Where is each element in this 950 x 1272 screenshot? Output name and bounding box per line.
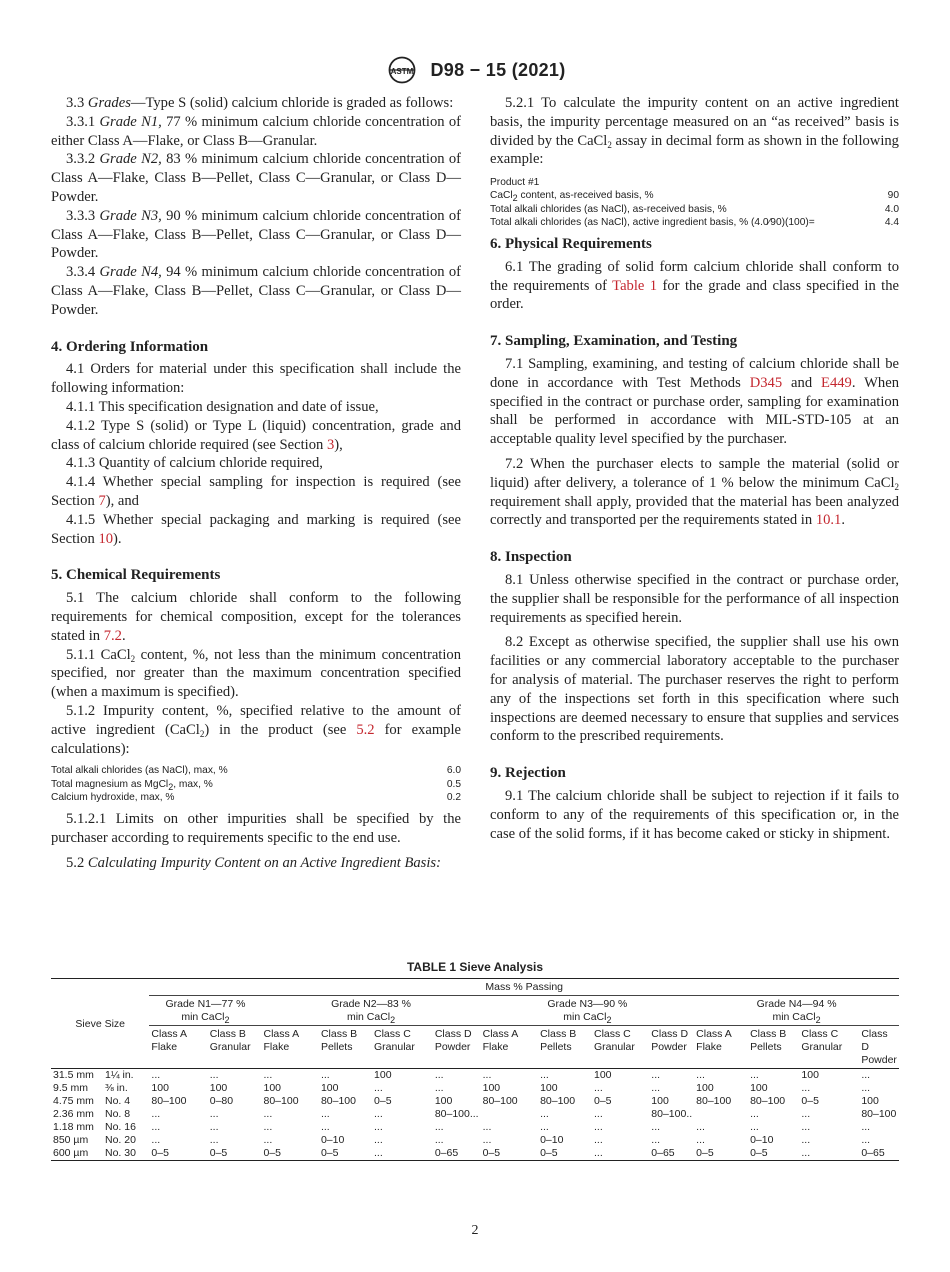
section-3-link[interactable]: 3 (326, 436, 335, 453)
class-header-row (51, 1026, 899, 1069)
section-5-1-2: 5.1.2 Impurity content, %, specified relative to the amount of active ingredient (CaCl$_2$) in the product (see 5.2 for example calculations): (51, 702, 461, 757)
table-cell: 0–10 (750, 1134, 774, 1146)
table-cell: ... (594, 1134, 603, 1146)
list-item: Total alkali chlorides (as NaCl), max, % 6.0 (51, 765, 461, 777)
table-cell: ... (434, 1134, 444, 1146)
class-header: Class A Flake (696, 1028, 732, 1053)
table-cell: ... (263, 1121, 273, 1133)
mass-passing-header: Mass % Passing (149, 979, 899, 996)
sieve-analysis-table (51, 978, 899, 1161)
list-item: CaCl$_2$ content, as-received basis, % 90 (490, 190, 899, 204)
table-cell: 100 (750, 1082, 768, 1094)
table-cell: ... (209, 1134, 219, 1146)
table-cell: ... (374, 1082, 383, 1094)
table-cell: 100 (374, 1069, 392, 1081)
table-cell: ... (209, 1108, 219, 1120)
table-cell: 80–100 (861, 1108, 897, 1120)
table-cell: ... (594, 1108, 603, 1120)
section-5-1-1: 5.1.1 CaCl$_2$ content, %, not less than the minimum concentration specified, nor greater than the maximum concentration specified (when a maximum is specified). (51, 646, 462, 701)
table-cell: ... (651, 1082, 661, 1094)
sieve-size-cell: 9.5 mm ⅜ in. (53, 1082, 128, 1094)
class-header: Class D Powder (434, 1028, 472, 1053)
section-4-1-5: 4.1.5 Whether special packaging and marking is required (see Section 10). (51, 511, 461, 547)
table-row (51, 1082, 899, 1095)
table-row (51, 1095, 899, 1108)
table-cell: 0–5 (750, 1147, 768, 1159)
table-cell: 0–5 (482, 1147, 501, 1159)
table-cell: ... (651, 1069, 661, 1081)
grade-n4-header: Grade N4—94 % min CaCl$_2$ (694, 996, 899, 1026)
table-cell: ... (482, 1134, 492, 1146)
table-cell: 100 (861, 1095, 879, 1107)
list-item: Total magnesium as MgCl$_2$, max, % 0.5 (51, 778, 461, 792)
table-cell: 80–100 (482, 1095, 518, 1107)
table-cell: ... (861, 1134, 871, 1146)
table-cell: 0–5 (540, 1147, 558, 1159)
table-cell: ... (374, 1147, 383, 1159)
sieve-size-cell: 4.75 mm No. 4 (53, 1095, 131, 1107)
table-cell: 80–100 (696, 1095, 732, 1107)
table-cell: 80–100 (320, 1095, 356, 1107)
table-cell: 0–65 (651, 1147, 675, 1159)
table-cell: ... (861, 1121, 871, 1133)
e449-link[interactable]: E449 (821, 374, 852, 391)
section-3-3-1: 3.3.1 Grade N1, 77 % minimum calcium chloride concentration of either Class A—Flake, or Class B—Granular. (51, 113, 461, 149)
d345-link[interactable]: D345 (749, 374, 783, 391)
section-3-3-3: 3.3.3 Grade N3, 90 % minimum calcium chloride concentration of Class A—Flake, Class B—Pellet, Class C—Granular, or Class D—Powder. (51, 207, 461, 262)
heading-physical-requirements: 6. Physical Requirements (490, 236, 652, 252)
section-4-1-4: 4.1.4 Whether special sampling for inspection is required (see Section 7), and (51, 474, 461, 509)
section-10-1-link[interactable]: 10.1 (815, 512, 842, 529)
table-cell: ... (482, 1121, 492, 1133)
list-item: Total alkali chlorides (as NaCl), active ingredient basis, % (4.0⁄90)(100)= 4.4 (490, 216, 899, 228)
sieve-size-cell: 2.36 mm No. 8 (53, 1108, 131, 1120)
sieve-size-cell: 600 µm No. 30 (53, 1147, 136, 1159)
class-header: Class A Flake (482, 1028, 519, 1053)
table-cell: ... (861, 1069, 871, 1081)
section-4-1-3: 4.1.3 Quantity of calcium chloride required, (66, 455, 323, 472)
section-8-1: 8.1 Unless otherwise specified in the contract or purchase order, the supplier shall be responsible for the performance of all inspection requirements as specified herein. (490, 571, 899, 626)
table-cell: ... (540, 1108, 549, 1120)
table-cell: 100 (320, 1082, 339, 1094)
table-cell: ... (594, 1082, 603, 1094)
table-cell: 100 (594, 1069, 612, 1081)
table-cell: 100 (651, 1095, 669, 1107)
table-cell: ... (801, 1147, 811, 1159)
section-4-1: 4.1 Orders for material under this specification shall include the following information: (51, 361, 461, 397)
table-cell: ... (151, 1069, 161, 1081)
table-cell: 0–5 (801, 1095, 819, 1107)
class-header: Class D Powder (861, 1028, 897, 1066)
heading-rejection: 9. Rejection (490, 765, 566, 782)
table-cell: ... (696, 1069, 705, 1081)
table-cell: ... (434, 1082, 444, 1094)
class-header: Class C Granular (594, 1028, 635, 1053)
class-header: Class B Pellets (540, 1028, 577, 1053)
table-cell: ... (801, 1082, 811, 1094)
section-8-2: 8.2 Except as otherwise specified, the supplier shall use his own facilities or any commercial laboratory acceptable to the purchaser for analysis of material. The purchaser reserves the right to perform any of the inspections set forth in this specification where such inspections are deemed necessary to ensure that supplies and services conform to the prescribed requirements. (490, 634, 899, 745)
table-cell: 80–100.. (651, 1108, 693, 1120)
table-cell: 0–5 (209, 1147, 228, 1159)
sieve-size-cell: 1.18 mm No. 16 (53, 1121, 136, 1133)
heading-sampling: 7. Sampling, Examination, and Testing (490, 333, 738, 350)
product-title: Product #1 (490, 177, 540, 189)
section-9-1: 9.1 The calcium chloride shall be subject to rejection if it fails to conform to any of the requirements of this specification or, in the case of the solid forms, if it has become caked or sticky in shipment. (490, 787, 899, 842)
table-row (51, 1121, 899, 1134)
table-cell: 0–5 (320, 1147, 339, 1159)
grade-n2-header: Grade N2—83 % min CaCl$_2$ (262, 996, 481, 1026)
table-cell: 100 (434, 1095, 453, 1107)
table-cell: ... (801, 1108, 811, 1120)
section-3-3-4: 3.3.4 Grade N4, 94 % minimum calcium chloride concentration of Class A—Flake, Class B—Pellet, Class C—Granular, or Class D—Powder. (51, 264, 461, 318)
table-title: TABLE 1 Sieve Analysis (406, 960, 544, 974)
table-cell: 100 (151, 1082, 169, 1094)
table-cell: ... (374, 1134, 383, 1146)
table-cell: ... (374, 1108, 383, 1120)
table-cell: ... (750, 1069, 759, 1081)
table-row (51, 1134, 899, 1147)
table-cell: 0–10 (540, 1134, 564, 1146)
table-cell: 80–100 (151, 1095, 187, 1107)
right-column (490, 94, 899, 843)
heading-chemical-requirements: 5. Chemical Requirements (51, 567, 221, 584)
table-cell: ... (320, 1069, 330, 1081)
heading-inspection: 8. Inspection (490, 549, 572, 566)
sieve-size-cell: 850 µm No. 20 (53, 1134, 136, 1146)
product-example (490, 176, 899, 229)
table-cell: ... (540, 1121, 549, 1133)
table-cell: ... (434, 1121, 444, 1133)
class-header: Class B Pellets (320, 1028, 358, 1053)
table-1-link[interactable]: Table 1 (612, 277, 658, 294)
table-cell: 0–5 (696, 1147, 714, 1159)
table-cell: ... (651, 1134, 661, 1146)
section-10-link[interactable]: 10 (98, 530, 114, 547)
table-cell: 100 (482, 1082, 501, 1094)
table-cell: ... (209, 1121, 219, 1133)
astm-logo-icon (384, 55, 420, 85)
section-4-1-2: 4.1.2 Type S (solid) or Type L (liquid) concentration, grade and class of calcium chloride required (see Section 3), (51, 417, 461, 453)
table-row (51, 1147, 899, 1161)
table-cell: 80–100... (434, 1108, 479, 1120)
table-cell: ... (263, 1069, 273, 1081)
table-cell: 0–5 (263, 1147, 282, 1159)
table-cell: ... (151, 1134, 161, 1146)
class-header: Class D Powder (651, 1028, 689, 1053)
svg-text:ASTM: ASTM (391, 67, 414, 76)
list-item: Total alkali chlorides (as NaCl), as-received basis, % 4.0 (490, 203, 899, 215)
grade-n3-header: Grade N3—90 % min CaCl$_2$ (481, 996, 695, 1026)
table-cell: ... (482, 1069, 492, 1081)
grade-n1-header: Grade N1—77 % min CaCl$_2$ (149, 996, 261, 1026)
table-cell: 100 (696, 1082, 714, 1094)
table-cell: ... (861, 1082, 871, 1094)
table-cell: 80–100 (263, 1095, 299, 1107)
table-cell: ... (651, 1121, 661, 1133)
table-cell: ... (750, 1121, 759, 1133)
table-cell: 0–65 (861, 1147, 885, 1159)
page-number: 2 (471, 1223, 479, 1238)
list-item: Calcium hydroxide, max, % 0.2 (51, 791, 461, 803)
class-header: Class C Granular (374, 1028, 415, 1053)
section-7-2: 7.2 When the purchaser elects to sample the material (solid or liquid) after delivery, a tolerance of 1 % below the minimum CaCl$_2$ requirement shall apply, provided that the material has been analyzed correctly and transported per the requirements stated in 10.1. (490, 455, 899, 529)
class-header: Class A Flake (151, 1028, 188, 1053)
table-cell: 100 (209, 1082, 228, 1094)
table-cell: ... (320, 1108, 330, 1120)
sieve-size-header: Sieve Size (51, 979, 149, 1069)
section-7-1: 7.1 Sampling, examining, and testing of calcium chloride shall be done in accordance with Test Methods D345 and E449. When specified in the contract or purchase order, sampling for examination shall be performed in accordance with MIL-STD-105 at an acceptable quality level specified by the purchaser. (490, 355, 899, 448)
class-header: Class C Granular (801, 1028, 843, 1053)
table-cell: ... (750, 1108, 759, 1120)
table-cell: ... (263, 1134, 273, 1146)
page-header (0, 55, 950, 85)
table-cell: ... (540, 1069, 549, 1081)
sieve-size-cell: 31.5 mm 1¼ in. (53, 1069, 134, 1081)
table-cell: ... (151, 1108, 161, 1120)
section-5-2-1: 5.2.1 To calculate the impurity content on an active ingredient basis, the impurity percentage measured on an “as received” basis is divided by the CaCl$_2$ assay in decimal form as shown in the following example: (490, 95, 899, 168)
section-5-1-2-1: 5.1.2.1 Limits on other impurities shall be specified by the purchaser according to requirements specific to the end use. (51, 810, 461, 846)
table-cell: ... (320, 1121, 330, 1133)
class-header: Class A Flake (263, 1028, 300, 1053)
section-5-2-link[interactable]: 5.2 (356, 721, 375, 738)
section-3-3-2: 3.3.2 Grade N2, 83 % minimum calcium chloride concentration of Class A—Flake, Class B—Pellet, Class C—Granular, or Class D—Powder. (51, 151, 461, 205)
table-cell: ... (696, 1121, 705, 1133)
table-cell (694, 1108, 748, 1121)
table-cell: 0–5 (374, 1095, 392, 1107)
table-cell: 80–100 (750, 1095, 786, 1107)
table-cell: ... (434, 1069, 444, 1081)
left-column (51, 94, 461, 872)
table-cell: ... (696, 1134, 705, 1146)
section-6-1: 6.1 The grading of solid form calcium chloride shall conform to the requirements of Table 1 for the grade and class specified in the order. (490, 258, 899, 313)
section-7-link[interactable]: 7 (98, 492, 106, 509)
table-row (51, 1069, 899, 1083)
section-5-1: 5.1 The calcium chloride shall conform to the following requirements for chemical composition, except for the tolerances stated in 7.2. (51, 590, 461, 644)
document-id: D98 − 15 (2021) (430, 59, 566, 80)
table-cell: ... (374, 1121, 383, 1133)
section-4-1-1: 4.1.1 This specification designation and date of issue, (66, 398, 379, 415)
table-cell: 100 (801, 1069, 819, 1081)
table-cell: ... (594, 1121, 603, 1133)
table-cell: 0–65 (434, 1147, 459, 1159)
table-row (51, 1108, 899, 1121)
table-cell: 100 (263, 1082, 282, 1094)
section-3-3: 3.3 Grades—Type S (solid) calcium chloride is graded as follows: (66, 95, 454, 111)
table-cell: 100 (540, 1082, 558, 1094)
section-5-2: 5.2 Calculating Impurity Content on an Active Ingredient Basis: (66, 854, 441, 871)
table-cell: 0–5 (594, 1095, 612, 1107)
table-cell: ... (209, 1069, 219, 1081)
class-header: Class B Granular (209, 1028, 251, 1053)
table-cell: ... (151, 1121, 161, 1133)
table-cell: ... (263, 1108, 273, 1120)
table-cell: ... (801, 1134, 811, 1146)
table-cell: ... (801, 1121, 811, 1133)
class-header: Class B Pellets (750, 1028, 787, 1053)
heading-ordering-information: 4. Ordering Information (51, 338, 209, 355)
table-cell (481, 1108, 538, 1121)
table-cell: 0–10 (320, 1134, 345, 1146)
impurity-limits-list (51, 764, 461, 804)
table-cell: ... (594, 1147, 603, 1159)
table-cell: 0–5 (151, 1147, 169, 1159)
table-cell: 0–80 (209, 1095, 234, 1107)
section-7-2-link[interactable]: 7.2 (103, 627, 122, 644)
table-cell: 80–100 (540, 1095, 576, 1107)
